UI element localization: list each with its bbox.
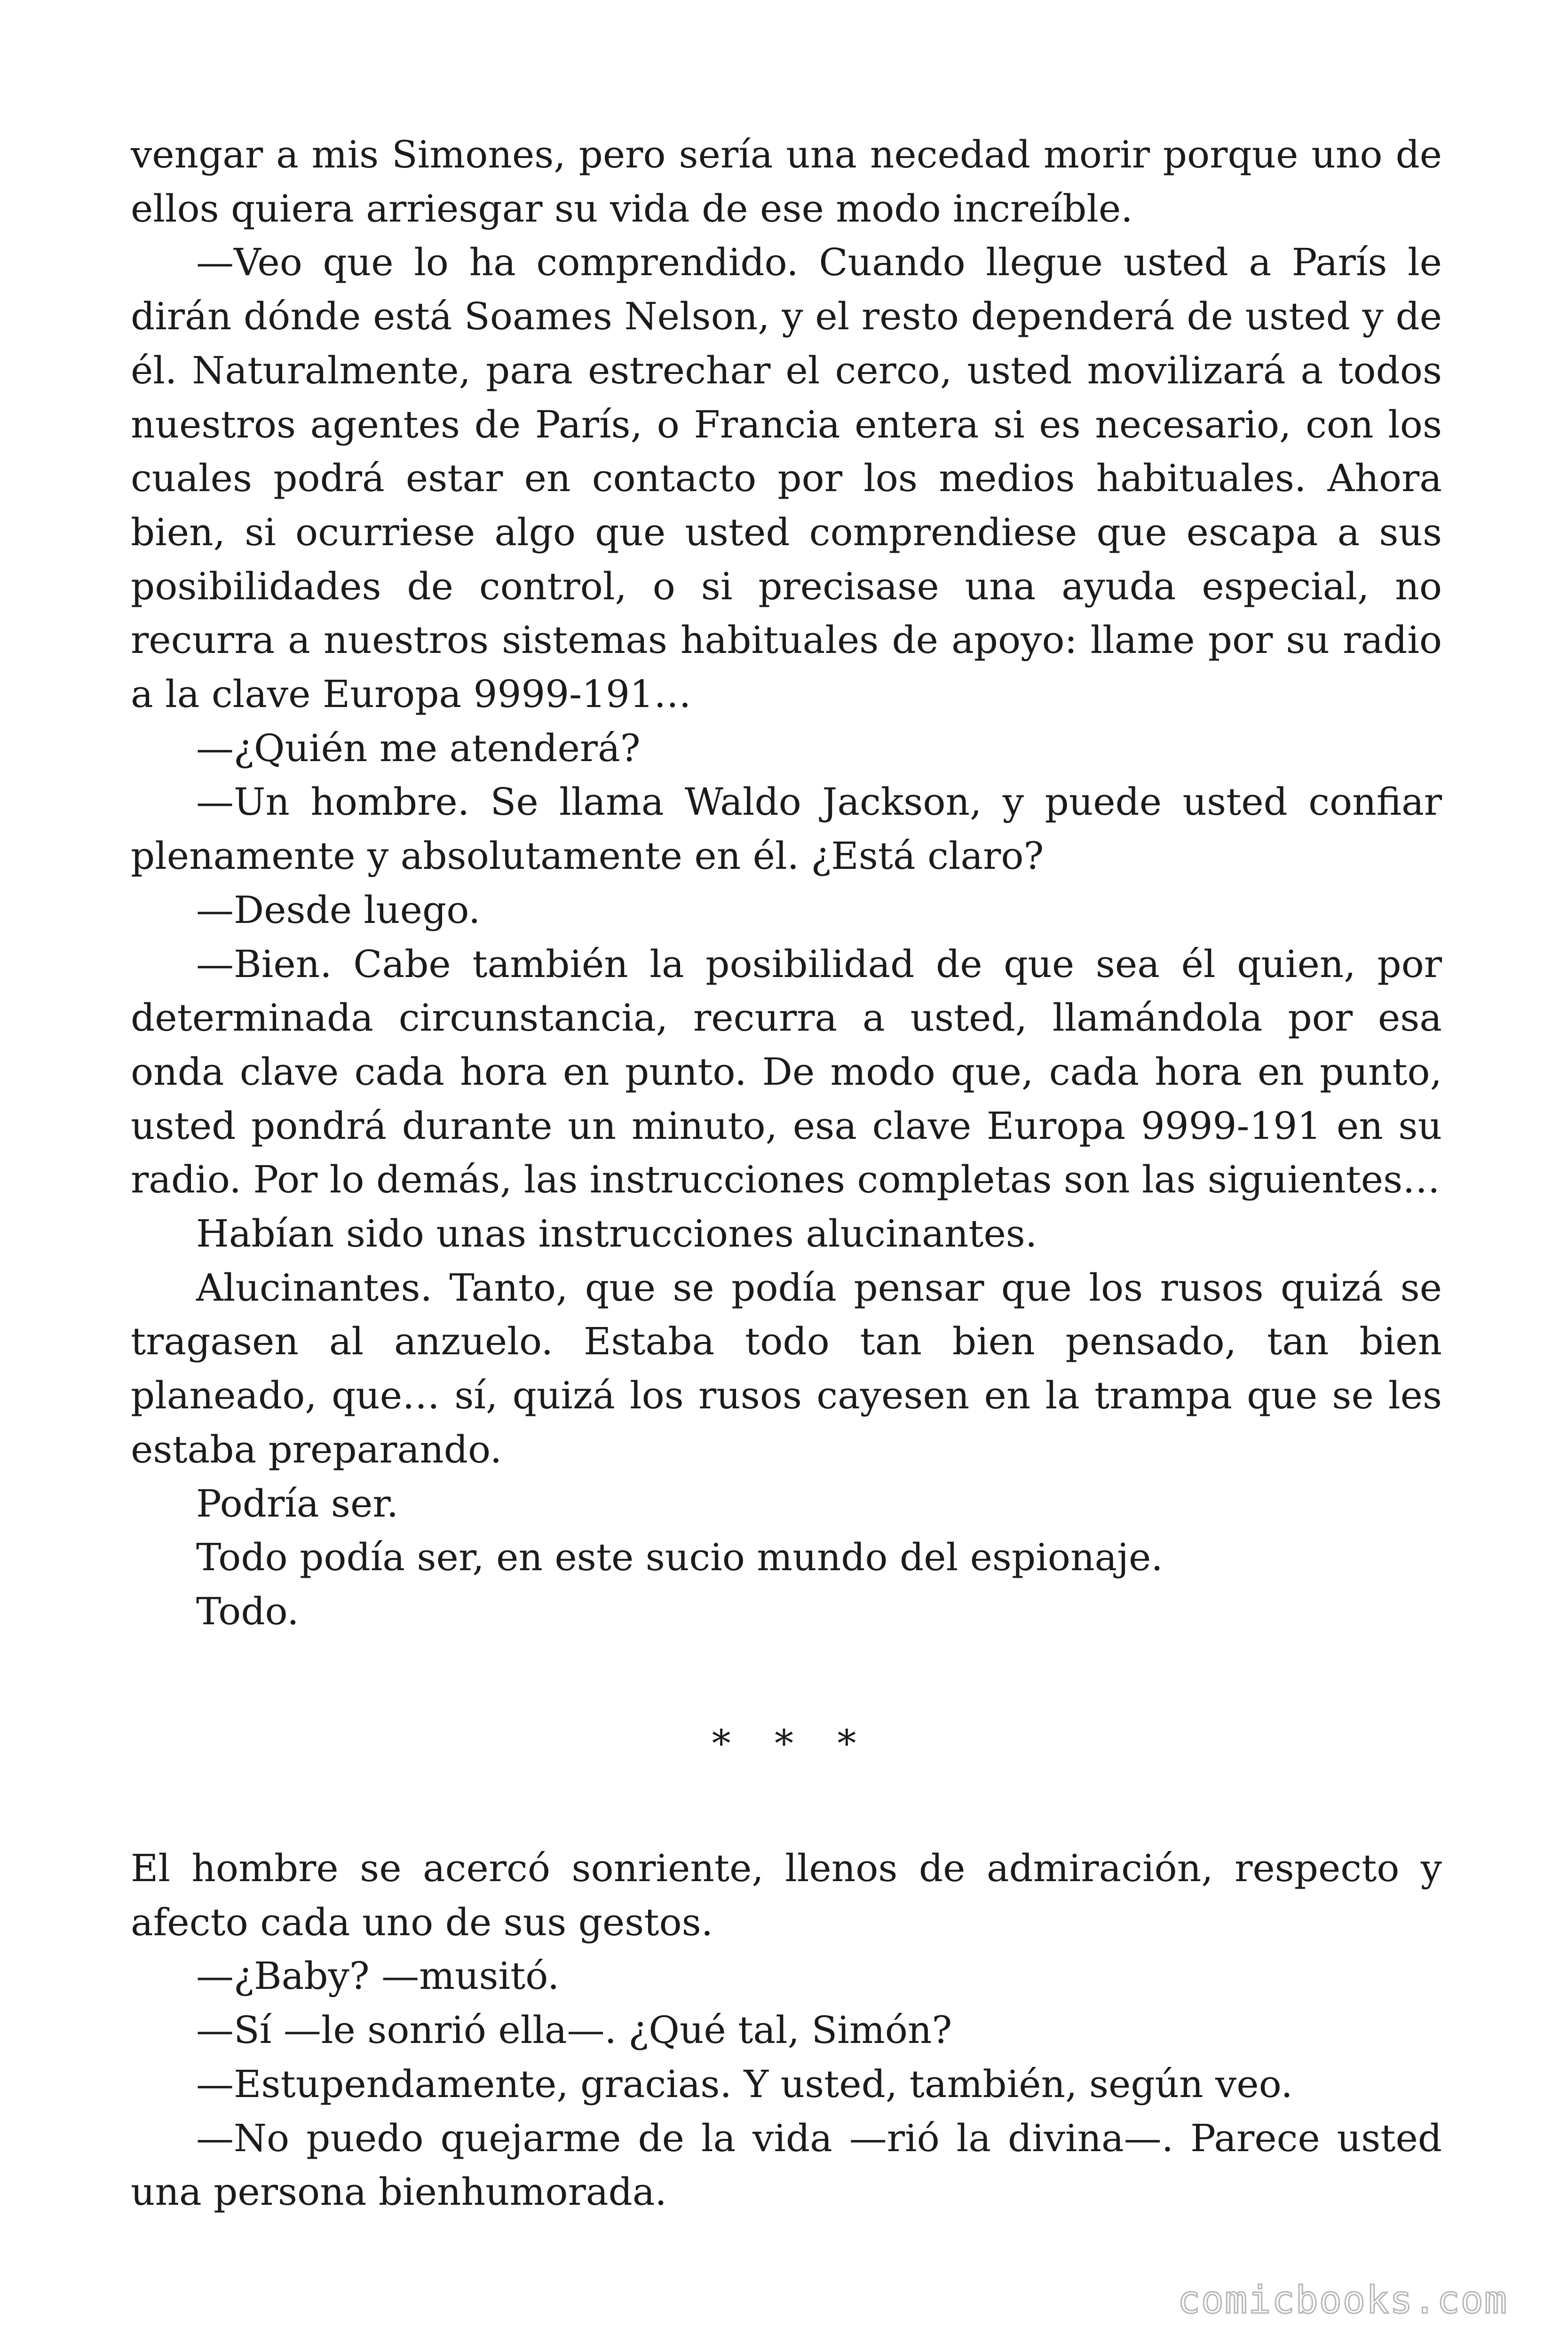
watermark: comicbooks.com: [1177, 2278, 1508, 2322]
paragraph: Alucinantes. Tanto, que se podía pensar que los rusos quizá se tragasen al anzuelo. Estaba todo tan bien pensado, tan bien planeado, que… sí, quizá los rusos cayesen en la trampa que se les estaba preparando.: [131, 1265, 1442, 1471]
paragraph: Podría ser.: [196, 1481, 399, 1526]
paragraph: El hombre se acercó sonriente, llenos de admiración, respecto y afecto cada uno de sus gestos.: [131, 1846, 1442, 1944]
text-block-bottom: [131, 1842, 1442, 2219]
paragraph: —Sí —le sonrió ella—. ¿Qué tal, Simón?: [196, 2008, 952, 2052]
paragraph: Todo.: [196, 1589, 299, 1633]
paragraph: Habían sido unas instrucciones alucinantes.: [196, 1212, 1037, 1256]
paragraph: —Veo que lo ha comprendido. Cuando llegue usted a París le dirán dónde está Soames Nelson, y el resto dependerá de usted y de él. Naturalmente, para estrechar el cerco, usted movilizará a todos nuestros agentes de París, o Francia entera si es necesario, con los cuales podrá estar en contacto por los medios habituales. Ahora bien, si ocurriese algo que usted comprendiese que escapa a sus posibilidades de control, o si precisase una ayuda especial, no recurra a nuestros sistemas habituales de apoyo: llame por su radio a la clave Europa 9999-191…: [131, 240, 1442, 716]
paragraph: —No puedo quejarme de la vida —rió la divina—. Parece usted una persona bienhumorada.: [131, 2116, 1442, 2214]
paragraph: —¿Quién me atenderá?: [196, 726, 641, 770]
text-block-top: [131, 128, 1442, 1639]
paragraph: —¿Baby? —musitó.: [196, 1954, 560, 1998]
paragraph: —Estupendamente, gracias. Y usted, también, según veo.: [196, 2062, 1293, 2106]
paragraph: —Desde luego.: [196, 888, 481, 932]
scene-break: * * *: [712, 1722, 872, 1765]
paragraph: —Bien. Cabe también la posibilidad de que sea él quien, por determinada circunstancia, recurra a usted, llamándola por esa onda clave cada hora en punto. De modo que, cada hora en punto, usted pondrá durante un minuto, esa clave Europa 9999-191 en su radio. Por lo demás, las instrucciones completas son las siguientes…: [131, 942, 1442, 1202]
paragraph: —Un hombre. Se llama Waldo Jackson, y puede usted confiar plenamente y absolutamente en él. ¿Está claro?: [131, 780, 1442, 878]
paragraph: Todo podía ser, en este sucio mundo del espionaje.: [196, 1535, 1163, 1580]
paragraph: vengar a mis Simones, pero sería una necedad morir porque uno de ellos quiera arriesgar su vida de ese modo increíble.: [131, 133, 1442, 230]
